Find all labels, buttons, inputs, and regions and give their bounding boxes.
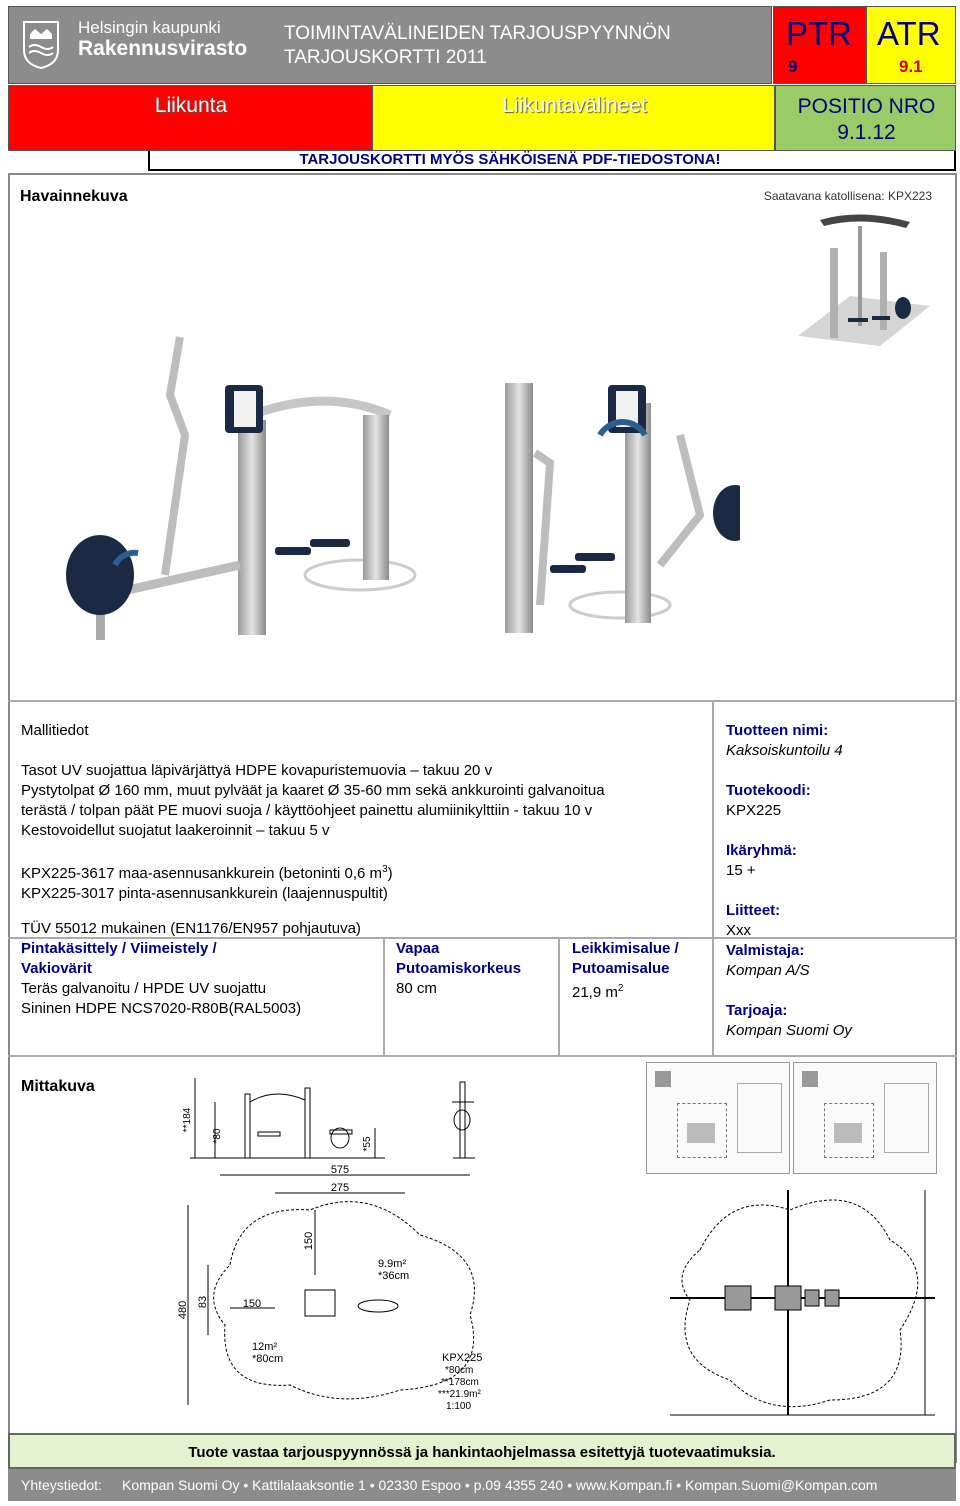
finish-heading-2: Vakiovärit <box>21 960 92 977</box>
model-info-line: terästä / tolpan päät PE muovi suoja / käyttöohjeet painettu alumiinikylttiin - takuu 10 v <box>21 802 593 819</box>
detail-sheet-thumb <box>802 1071 818 1087</box>
contact-label: Yhteystiedot: <box>21 1477 102 1493</box>
model-info-heading: Mallitiedot <box>21 722 89 739</box>
finish-heading: Pintakäsittely / Viimeistely / <box>21 940 217 957</box>
anchoring-plan <box>660 1180 945 1425</box>
separator-side-panel <box>712 700 714 1056</box>
separator-finish <box>383 937 385 1056</box>
atr-value: 9.1 <box>899 57 923 76</box>
position-label: POSITIO NRO <box>797 95 936 118</box>
supplier-value: Kompan Suomi Oy <box>726 1022 852 1039</box>
fall-height-block <box>396 939 556 999</box>
detail-sheet-block <box>834 1123 862 1143</box>
attachments-label: Liitteet: <box>726 902 781 919</box>
info-scale: 1:100 <box>446 1401 472 1412</box>
detail-sheet-1 <box>646 1062 790 1174</box>
info-area-219: ***21.9m² <box>438 1389 481 1400</box>
detail-sheet-legend <box>884 1083 929 1153</box>
standard-line: TÜV 55012 mukainen (EN1176/EN957 pohjautuva) <box>21 920 361 937</box>
finish-block <box>21 939 381 1019</box>
fall-height-heading: Vapaa <box>396 940 440 957</box>
contact-info: Kompan Suomi Oy • Kattilalaaksontie 1 • 02330 Espoo • p.09 4355 240 • www.Kompan.fi • Kompan.Suomi@Kompan.com <box>122 1477 878 1493</box>
dim-depth-150-b: 150 <box>242 1298 262 1310</box>
age-group-label: Ikäryhmä: <box>726 842 797 859</box>
separator-height <box>558 937 560 1056</box>
product-name-label: Tuotteen nimi: <box>726 722 829 739</box>
area-label-2-height: *80cm <box>252 1353 284 1365</box>
detail-sheet-block <box>687 1123 715 1143</box>
detail-sheet-thumb <box>655 1071 671 1087</box>
position-cell <box>775 85 956 151</box>
product-code-value: KPX225 <box>726 802 782 819</box>
model-info-line: Kestovoidellut suojatut laakeroinnit – takuu 5 v <box>21 822 330 839</box>
crest-icon <box>22 20 60 70</box>
roof-option-note: Saatavana katollisena: KPX223 <box>763 189 932 203</box>
dim-height-80: *80 <box>212 1128 223 1144</box>
fall-height-value: 80 cm <box>396 980 437 997</box>
dim-width-275: 275 <box>330 1182 350 1194</box>
product-illustration <box>60 325 740 645</box>
area-label-1-height: *36cm <box>378 1270 410 1282</box>
dim-height-184: **184 <box>182 1107 193 1133</box>
separator-dimensions <box>8 1055 957 1057</box>
fall-area-value: 21,9 $m^2$ <box>572 983 624 1001</box>
area-label-1: 9.9m² <box>378 1258 407 1270</box>
roofed-product-image <box>790 208 935 348</box>
dim-width-575: 575 <box>330 1165 350 1176</box>
info-height-178: **178cm <box>441 1377 479 1388</box>
model-info-block <box>21 761 711 841</box>
fall-area-block <box>572 939 712 1003</box>
contact-bar <box>8 1469 956 1501</box>
model-info-line: Pystytolpat Ø 160 mm, muut pylväät ja kaaret Ø 35-60 mm sekä ankkurointi galvanoitua <box>21 782 605 799</box>
fall-area-heading-2: Putoamisalue <box>572 960 670 977</box>
document-title: TOIMINTAVÄLINEIDEN TARJOUSPYYNNÖN TARJOUSKORTTI 2011 <box>284 23 671 68</box>
category-left: Liikunta <box>154 94 228 117</box>
anchor-line-surface: KPX225-3017 pinta-asennusankkurein (laajennuspultit) <box>21 885 388 902</box>
atr-box <box>866 6 956 84</box>
category-left-cell <box>8 85 372 151</box>
pdf-note: TARJOUSKORTTI MYÖS SÄHKÖISENÄ PDF-TIEDOSTONA! <box>299 151 721 168</box>
ptr-box <box>773 6 866 84</box>
manufacturer-label: Valmistaja: <box>726 942 805 959</box>
org-name-line2: Rakennusvirasto <box>78 37 248 60</box>
anchoring-block <box>21 860 711 904</box>
dim-depth-150-a: 150 <box>303 1231 315 1251</box>
age-group-value: 15 + <box>726 862 756 879</box>
finish-line: Teräs galvanoitu / HPDE UV suojattu <box>21 980 267 997</box>
attachments-value: Xxx <box>726 922 752 939</box>
model-info-line: Tasot UV suojattua läpivärjättyä HDPE kovapuristemuovia – takuu 20 v <box>21 762 493 779</box>
category-middle: Liikuntavälineet <box>502 94 647 117</box>
illustration-label: Havainnekuva <box>20 188 128 205</box>
info-height-80: *80cm <box>445 1365 474 1376</box>
org-logo <box>14 12 284 74</box>
info-kpx225: KPX225 <box>442 1352 483 1364</box>
atr-label: ATR <box>877 15 941 52</box>
color-line: Sininen HDPE NCS7020-R80B(RAL5003) <box>21 1000 302 1017</box>
product-name-value: Kaksoiskuntoilu 4 <box>726 742 843 759</box>
fall-area-heading: Leikkimisalue / <box>572 940 679 957</box>
separator-illustration <box>8 700 957 702</box>
ptr-value: 9 <box>788 57 798 76</box>
org-name-line1: Helsingin kaupunki <box>78 18 221 37</box>
area-label-2: 12m² <box>252 1341 278 1353</box>
category-middle-cell <box>372 85 775 151</box>
product-info-panel <box>726 721 951 1041</box>
dim-depth-480: 480 <box>177 1300 189 1320</box>
manufacturer-value: Kompan A/S <box>726 962 810 979</box>
elevation-drawing <box>170 1072 490 1164</box>
plan-drawing <box>170 1165 500 1415</box>
dimensions-label: Mittakuva <box>21 1078 95 1095</box>
anchor-line-ground: KPX225-3617 maa-asennusankkurein (betoninti 0,6 $m^3$) <box>21 864 393 882</box>
requirement-note: Tuote vastaa tarjouspyynnössä ja hankintaohjelmassa esitettyjä tuotevaatimuksia. <box>8 1433 956 1469</box>
ptr-label: PTR <box>786 15 852 52</box>
supplier-label: Tarjoaja: <box>726 1002 788 1019</box>
detail-sheet-2 <box>793 1062 937 1174</box>
fall-height-heading-2: Putoamiskorkeus <box>396 960 522 977</box>
dim-depth-83: 83 <box>197 1295 209 1309</box>
detail-sheet-legend <box>737 1083 782 1153</box>
product-code-label: Tuotekoodi: <box>726 782 811 799</box>
position-value: 9.1.12 <box>837 121 896 144</box>
dim-height-55: *55 <box>362 1136 373 1152</box>
